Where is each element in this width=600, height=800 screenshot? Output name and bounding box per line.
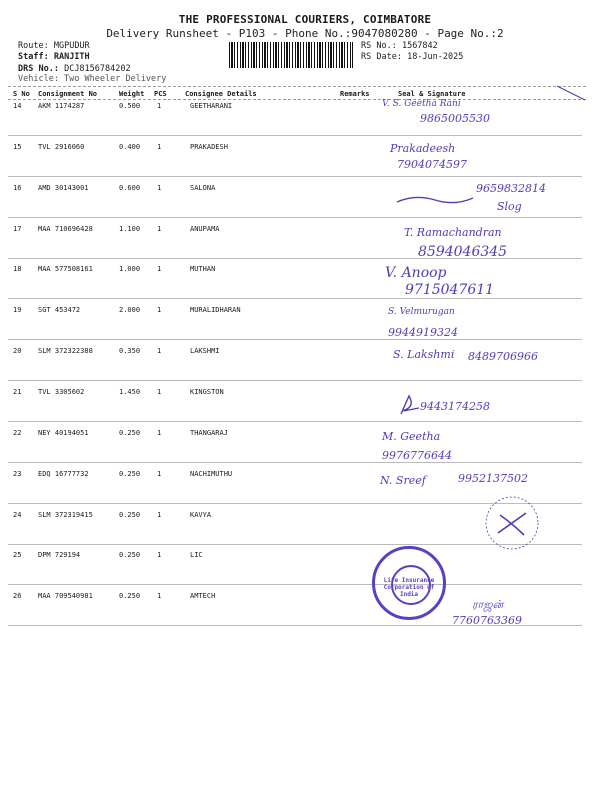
phone-23: 9952137502 bbox=[458, 472, 528, 485]
phone-20: 8489706966 bbox=[468, 350, 538, 363]
row-weight: 0.400 bbox=[119, 142, 141, 151]
col-consignment: Consignment No bbox=[38, 90, 98, 98]
row-weight: 1.450 bbox=[119, 387, 141, 396]
col-pcs: PCS bbox=[154, 90, 167, 98]
row-weight: 1.100 bbox=[119, 224, 141, 233]
phone-21: 9443174258 bbox=[420, 400, 490, 413]
phone-18: 9715047611 bbox=[405, 282, 495, 298]
signature-scribble-21 bbox=[395, 392, 425, 418]
row-consignee: KAVYA bbox=[190, 510, 212, 519]
row-sno: 15 bbox=[13, 142, 22, 151]
signature-17: T. Ramachandran bbox=[404, 226, 502, 239]
barcode bbox=[229, 42, 353, 68]
row-sno: 26 bbox=[13, 592, 22, 601]
staff-line: Staff: RANJITH bbox=[18, 52, 90, 62]
row-consignee: GEETHARANI bbox=[190, 102, 233, 110]
table-row bbox=[0, 102, 600, 142]
row-consignee: NACHIMUTHU bbox=[190, 469, 233, 478]
row-pcs: 1 bbox=[157, 510, 162, 519]
row-divider bbox=[8, 176, 582, 177]
row-divider bbox=[8, 380, 582, 381]
table-row bbox=[0, 306, 600, 346]
row-sno: 19 bbox=[13, 306, 22, 315]
row-consignment-no: TVL 3305602 bbox=[38, 387, 85, 396]
runsheet-subtitle: Delivery Runsheet - P103 - Phone No.:9047080280 - Page No.:2 bbox=[106, 27, 504, 40]
phone-14: 9865005530 bbox=[420, 112, 490, 125]
row-consignment-no: SLM 372322388 bbox=[38, 347, 93, 356]
row-pcs: 1 bbox=[157, 306, 162, 315]
vehicle-line: Vehicle: Two Wheeler Delivery bbox=[18, 74, 167, 84]
row-pcs: 1 bbox=[157, 347, 162, 356]
row-pcs: 1 bbox=[157, 265, 162, 274]
drs-line: DRS No.: DCJ8156784202 bbox=[18, 64, 131, 74]
row-sno: 21 bbox=[13, 387, 22, 396]
row-pcs: 1 bbox=[157, 592, 162, 601]
table-row bbox=[0, 388, 600, 428]
phone-26: 7760763369 bbox=[452, 614, 522, 627]
row-weight: 0.250 bbox=[119, 428, 141, 437]
company-name: THE PROFESSIONAL COURIERS, COIMBATORE bbox=[178, 13, 432, 26]
row-consignment-no: DPM 729194 bbox=[38, 551, 81, 560]
row-pcs: 1 bbox=[157, 428, 162, 437]
row-pcs: 1 bbox=[157, 102, 162, 110]
table-row bbox=[0, 429, 600, 469]
phone-16: 9659832814 bbox=[476, 182, 546, 195]
row-sno: 20 bbox=[13, 347, 22, 356]
row-consignment-no: SLM 372319415 bbox=[38, 510, 93, 519]
row-weight: 0.250 bbox=[119, 469, 141, 478]
row-sno: 23 bbox=[13, 469, 22, 478]
signature-22: M. Geetha bbox=[382, 430, 441, 443]
row-pcs: 1 bbox=[157, 387, 162, 396]
phone-19: 9944919324 bbox=[388, 326, 458, 339]
col-consignee: Consignee Details bbox=[185, 90, 257, 98]
row-consignee: ANUPAMA bbox=[190, 224, 220, 233]
signature-14: V. S. Geetha Rani bbox=[382, 99, 461, 109]
drs-value: DCJ8156784202 bbox=[64, 64, 131, 74]
row-sno: 18 bbox=[13, 265, 22, 274]
table-row bbox=[0, 551, 600, 591]
row-consignment-no: NEY 40194051 bbox=[38, 428, 89, 437]
row-weight: 0.250 bbox=[119, 592, 141, 601]
row-divider bbox=[8, 135, 582, 136]
row-pcs: 1 bbox=[157, 469, 162, 478]
row-consignee: THANGARAJ bbox=[190, 428, 228, 437]
row-divider bbox=[8, 584, 582, 585]
row-consignment-no: TVL 2916060 bbox=[38, 142, 85, 151]
row-consignment-no: AKM 1174287 bbox=[38, 102, 85, 110]
row-weight: 1.000 bbox=[119, 265, 141, 274]
table-row bbox=[0, 225, 600, 265]
row-pcs: 1 bbox=[157, 551, 162, 560]
row-weight: 2.000 bbox=[119, 306, 141, 315]
row-consignee: LAKSHMI bbox=[190, 347, 220, 356]
row-divider bbox=[8, 217, 582, 218]
signature-19: S. Velmurugan bbox=[388, 307, 455, 317]
row-divider bbox=[8, 421, 582, 422]
row-pcs: 1 bbox=[157, 224, 162, 233]
row-weight: 0.250 bbox=[119, 510, 141, 519]
row-sno: 14 bbox=[13, 102, 22, 110]
row-consignee: MURALIDHARAN bbox=[190, 306, 241, 315]
header-divider-top bbox=[8, 86, 586, 87]
row-consignment-no: EDQ 16777732 bbox=[38, 469, 89, 478]
row-consignee: AMTECH bbox=[190, 592, 216, 601]
rs-no-line: RS No.: 1567842 bbox=[361, 41, 438, 51]
phone-22: 9976776644 bbox=[382, 449, 452, 462]
row-consignee: PRAKADESH bbox=[190, 142, 228, 151]
col-signature: Seal & Signature bbox=[398, 90, 466, 98]
col-remarks: Remarks bbox=[340, 90, 370, 98]
row-pcs: 1 bbox=[157, 142, 162, 151]
route-value: MGPUDUR bbox=[53, 41, 90, 51]
row-sno: 22 bbox=[13, 428, 22, 437]
lic-stamp bbox=[372, 546, 446, 620]
phone-15: 7904074597 bbox=[397, 158, 467, 171]
rs-date-line: RS Date: 18-Jun-2025 bbox=[361, 52, 464, 62]
signature-26: ராஜன் bbox=[472, 598, 504, 611]
row-weight: 0.600 bbox=[119, 183, 141, 192]
signature-20: S. Lakshmi bbox=[393, 348, 455, 361]
table-row bbox=[0, 143, 600, 183]
rs-date-value: 18-Jun-2025 bbox=[407, 52, 464, 62]
row-weight: 0.350 bbox=[119, 347, 141, 356]
row-weight: 0.500 bbox=[119, 102, 141, 110]
row-consignment-no: SGT 453472 bbox=[38, 306, 81, 315]
row-weight: 0.250 bbox=[119, 551, 141, 560]
staff-value: RANJITH bbox=[53, 52, 90, 62]
signature-15: Prakadeesh bbox=[390, 142, 456, 155]
row-consignee: SALONA bbox=[190, 183, 216, 192]
header-divider-bottom bbox=[8, 99, 586, 100]
route-line: Route: MGPUDUR bbox=[18, 41, 90, 51]
row-consignment-no: MAA 709540981 bbox=[38, 592, 93, 601]
table-row bbox=[0, 265, 600, 305]
signature-scribble-16 bbox=[395, 190, 475, 210]
signature-18: V. Anoop bbox=[385, 265, 447, 281]
corner-mark bbox=[555, 84, 595, 104]
signature-16: Slog bbox=[497, 200, 522, 213]
row-pcs: 1 bbox=[157, 183, 162, 192]
stamp-text: Life Insurance Corporation of India bbox=[383, 577, 435, 598]
row-consignment-no: MAA 577508161 bbox=[38, 265, 93, 274]
col-weight: Weight bbox=[119, 90, 145, 98]
row-sno: 24 bbox=[13, 510, 22, 519]
row-divider bbox=[8, 462, 582, 463]
row-sno: 16 bbox=[13, 183, 22, 192]
signature-23: N. Sreef bbox=[380, 474, 426, 487]
signature-scribble-24 bbox=[470, 495, 550, 555]
row-divider bbox=[8, 339, 582, 340]
row-sno: 25 bbox=[13, 551, 22, 560]
row-sno: 17 bbox=[13, 224, 22, 233]
row-consignee: LIC bbox=[190, 551, 203, 560]
row-consignee: MUTHAN bbox=[190, 265, 216, 274]
row-divider bbox=[8, 298, 582, 299]
row-consignment-no: AMD 30143001 bbox=[38, 183, 89, 192]
row-consignee: KINGSTON bbox=[190, 387, 224, 396]
phone-17: 8594046345 bbox=[418, 244, 508, 260]
row-consignment-no: MAA 710696428 bbox=[38, 224, 93, 233]
col-sno: S No bbox=[13, 90, 30, 98]
rs-no-value: 1567842 bbox=[401, 41, 438, 51]
